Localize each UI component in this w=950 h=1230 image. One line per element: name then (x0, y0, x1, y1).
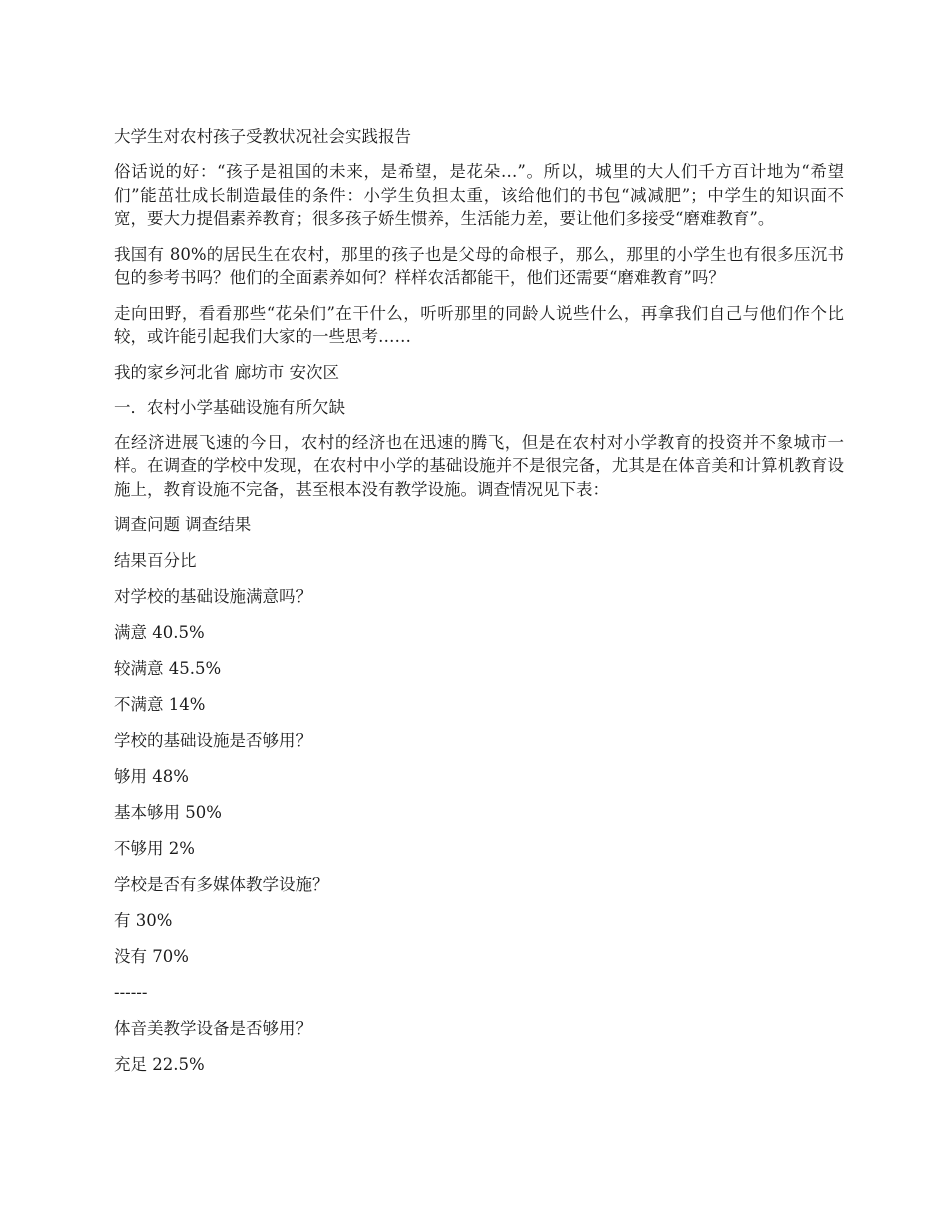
survey-line: 满意 40.5% (114, 623, 205, 642)
survey-line: ------ (114, 983, 148, 1002)
survey-line: 结果百分比 (114, 551, 197, 570)
survey-line: 调查问题 调查结果 (114, 515, 252, 534)
survey-line: 较满意 45.5% (114, 659, 222, 678)
survey-line: 学校是否有多媒体教学设施？ (114, 875, 329, 894)
section-paragraph: 在经济进展飞速的今日，农村的经济也在迅速的腾飞，但是在农村对小学教育的投资并不象城市一样。在调查的学校中发现，在农村中小学的基础设施并不是很完备，尤其是在体音美和计算机教育设施上，教育设施不完备，甚至根本没有教学设施。调查情况见下表： (114, 432, 844, 499)
survey-line: 没有 70% (114, 947, 189, 966)
survey-line: 学校的基础设施是否够用？ (114, 731, 312, 750)
intro-paragraph-1: 俗话说的好：“孩子是祖国的未来，是希望，是花朵…”。所以，城里的大人们千方百计地为“希望们”能茁壮成长制造最佳的条件：小学生负担太重，该给他们的书包“减减肥”；中学生的知识面不宽，要大力提倡素养教育；很多孩子娇生惯养，生活能力差，要让他们多接受“磨难教育”。 (114, 162, 844, 228)
intro-paragraph-2: 我国有 80%的居民生在农村，那里的孩子也是父母的命根子，那么，那里的小学生也有很多压沉书包的参考书吗？他们的全面素养如何？样样农活都能干，他们还需要“磨难教育”吗？ (114, 244, 844, 287)
document-title: 大学生对农村孩子受教状况社会实践报告 (114, 127, 411, 146)
intro-paragraph-3: 走向田野，看看那些“花朵们”在干什么，听听那里的同龄人说些什么，再拿我们自己与他们作个比较，或许能引起我们大家的一些思考…… (114, 303, 844, 346)
survey-line: 基本够用 50% (114, 803, 222, 822)
survey-line: 不够用 2% (114, 839, 195, 858)
survey-line: 对学校的基础设施满意吗？ (114, 587, 312, 606)
survey-line: 体音美教学设备是否够用？ (114, 1019, 312, 1038)
survey-line: 够用 48% (114, 767, 189, 786)
survey-line: 有 30% (114, 911, 173, 930)
hometown-line: 我的家乡河北省 廊坊市 安次区 (114, 362, 339, 382)
survey-line: 充足 22.5% (114, 1055, 205, 1074)
survey-line: 不满意 14% (114, 695, 206, 714)
document-body (114, 125, 844, 1089)
survey-results (114, 513, 844, 1089)
section-heading: 一．农村小学基础设施有所欠缺 (114, 397, 345, 417)
